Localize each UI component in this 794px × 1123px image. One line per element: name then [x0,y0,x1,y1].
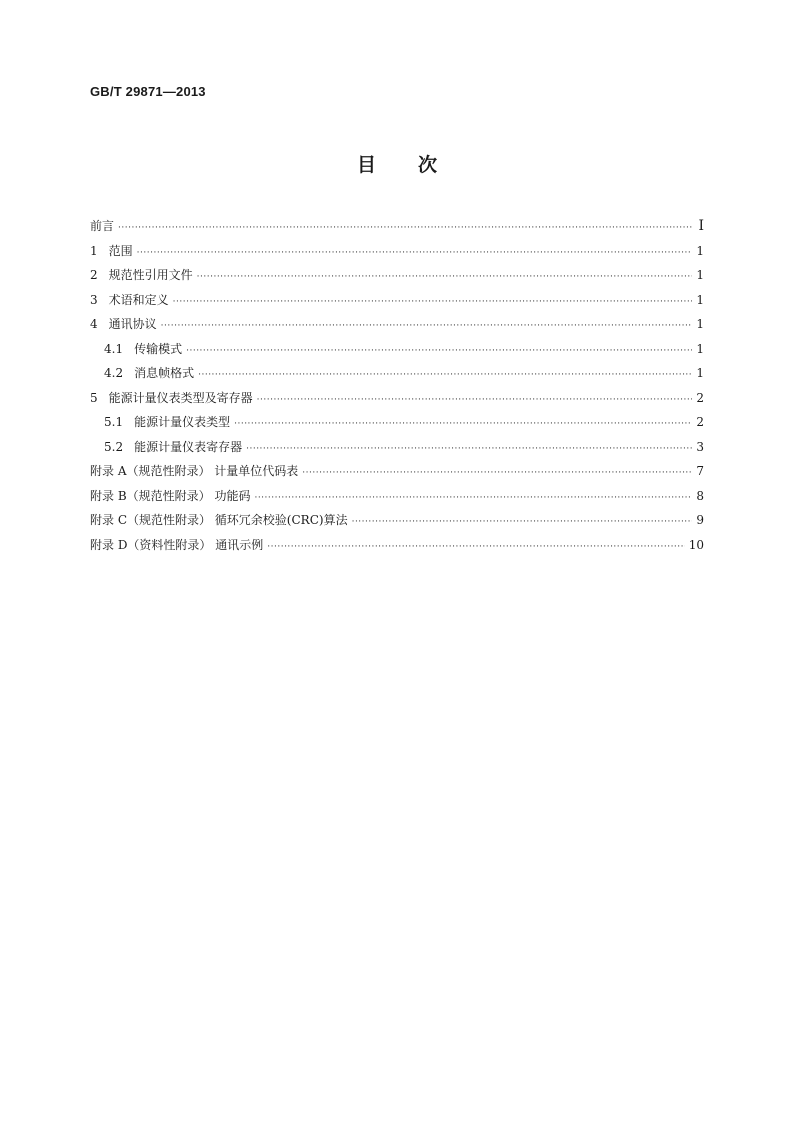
toc-entry-label: 通讯协议 [108,317,157,331]
toc-subentry[interactable] [90,413,704,438]
toc-entry-page: 1 [696,268,704,282]
toc-entry-page: 9 [696,513,704,527]
standard-code: GB/T 29871—2013 [90,84,206,99]
toc-appendix-entry[interactable] [90,536,704,561]
toc-entry-page: 8 [696,488,704,503]
toc-entry-number: 2 [90,268,98,282]
toc-leader-dots [267,542,684,552]
toc-entry-page: 1 [696,366,704,380]
toc-entry-page: 1 [696,243,704,258]
toc-title-char-2: 次 [418,154,438,176]
toc-leader-dots [118,223,692,233]
toc-entry-page: 1 [696,317,704,331]
toc-leader-dots [302,468,692,478]
toc-appendix-entry[interactable] [90,511,704,536]
toc-leader-dots [234,419,692,429]
toc-entry-label: 能源计量仪表类型 [134,415,231,429]
toc-entry-label: 附录 D（资料性附录） 通讯示例 [90,537,264,552]
toc-title-char-1: 目 [356,154,376,176]
toc-leader-dots [173,297,692,307]
toc-entry-number: 4 [90,317,98,331]
toc-subentry[interactable] [90,364,704,389]
toc-entry-page: 7 [696,464,704,478]
toc-entry-label: 前言 [90,219,115,233]
toc-entry-number: 1 [90,243,98,258]
toc-entry-label: 范围 [108,243,133,258]
toc-subentry[interactable] [90,438,704,463]
toc-leader-dots [186,346,692,356]
toc-leader-dots [254,493,692,503]
toc-entry-page: 3 [696,439,704,454]
toc-entry-label: 消息帧格式 [134,366,195,380]
toc-entry-label: 附录 A（规范性附录） 计量单位代码表 [90,464,299,478]
toc-appendix-entry[interactable] [90,487,704,512]
toc-list [90,217,704,560]
toc-entry[interactable] [90,389,704,414]
toc-entry-number: 5 [90,390,98,405]
toc-entry-label: 传输模式 [134,341,183,356]
toc-entry-label: 规范性引用文件 [108,268,193,282]
toc-entry-number: 5.1 [104,415,124,429]
toc-entry-label: 术语和定义 [108,292,169,307]
toc-leader-dots [137,248,692,258]
toc-appendix-entry[interactable] [90,462,704,487]
toc-entry-label: 能源计量仪表类型及寄存器 [108,390,253,405]
toc-entry-page: 10 [688,537,704,552]
toc-entry-label: 能源计量仪表寄存器 [134,439,243,454]
toc-leader-dots [257,395,692,405]
toc-entry[interactable] [90,242,704,267]
toc-entry[interactable] [90,315,704,340]
toc-entry[interactable] [90,291,704,316]
toc-leader-dots [246,444,692,454]
toc-entry-page: 2 [696,390,704,405]
toc-entry-number: 4.2 [104,366,124,380]
toc-entry[interactable] [90,266,704,291]
toc-entry-page: Ⅰ [698,218,704,234]
toc-entry-page: 1 [696,292,704,307]
toc-entry-number: 3 [90,292,98,307]
toc-leader-dots [198,370,692,380]
toc-title [0,150,794,177]
toc-leader-dots [161,321,692,331]
toc-entry[interactable] [90,217,704,242]
toc-leader-dots [197,272,692,282]
toc-subentry[interactable] [90,340,704,365]
toc-leader-dots [352,517,692,527]
toc-entry-page: 1 [696,341,704,356]
toc-entry-number: 5.2 [104,439,124,454]
toc-entry-label: 附录 C（规范性附录） 循环冗余校验(CRC)算法 [90,513,348,527]
toc-entry-number: 4.1 [104,341,124,356]
toc-entry-label: 附录 B（规范性附录） 功能码 [90,488,251,503]
toc-entry-page: 2 [696,415,704,429]
